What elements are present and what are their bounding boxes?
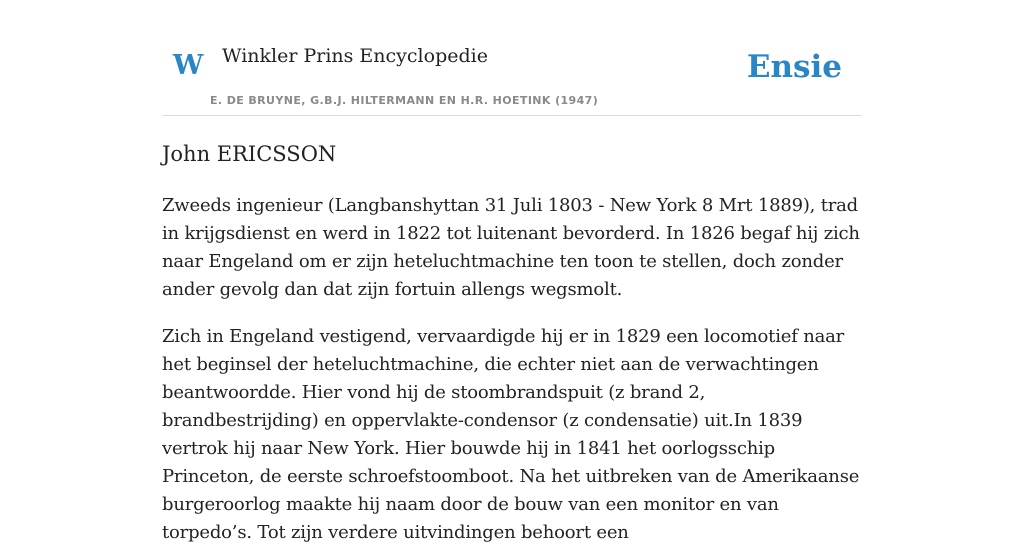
site-header (162, 40, 862, 116)
article-paragraph: Zich in Engeland vestigend, vervaardigde hij er in 1829 een locomotief naar het beginsel der heteluchtmachine, die echter niet aan de verwachtingen beantwoordde. Hier vond hij de stoombrandspuit (z brand 2, brandbestrijding) en oppervlakte-condensor (z condensatie) uit.In 1839 vertrok hij naar New York. Hier bouwde hij in 1841 het oorlogsschip Princeton, de eerste schroefstoomboot. Na het uitbreken van de Amerikaanse burgeroorlog maakte hij naam door de bouw van een monitor en van torpedo’s. Tot zijn verdere uitvindingen behoort een (162, 326, 860, 544)
ensie-brand-logo[interactable]: Ensie (746, 49, 842, 85)
article-paragraph: Zweeds ingenieur (Langbanshyttan 31 Juli 1803 - New York 8 Mrt 1889), trad in krijgsdienst en werd in 1822 tot luitenant bevorderd. In 1826 begaf hij zich naar Engeland om er zijn heteluchtmachine ten toon te stellen, doch zonder ander gevolg dan dat zijn fortuin allengs wegsmolt. (162, 195, 860, 301)
publication-title-link[interactable]: Winkler Prins Encyclopedie (222, 45, 488, 67)
article (162, 140, 867, 547)
publication-authors: E. DE BRUYNE, G.B.J. HILTERMANN EN H.R. HOETINK (1947) (210, 94, 599, 107)
article-title: John ERICSSON (162, 142, 337, 166)
publication-logo[interactable]: W (173, 50, 204, 81)
